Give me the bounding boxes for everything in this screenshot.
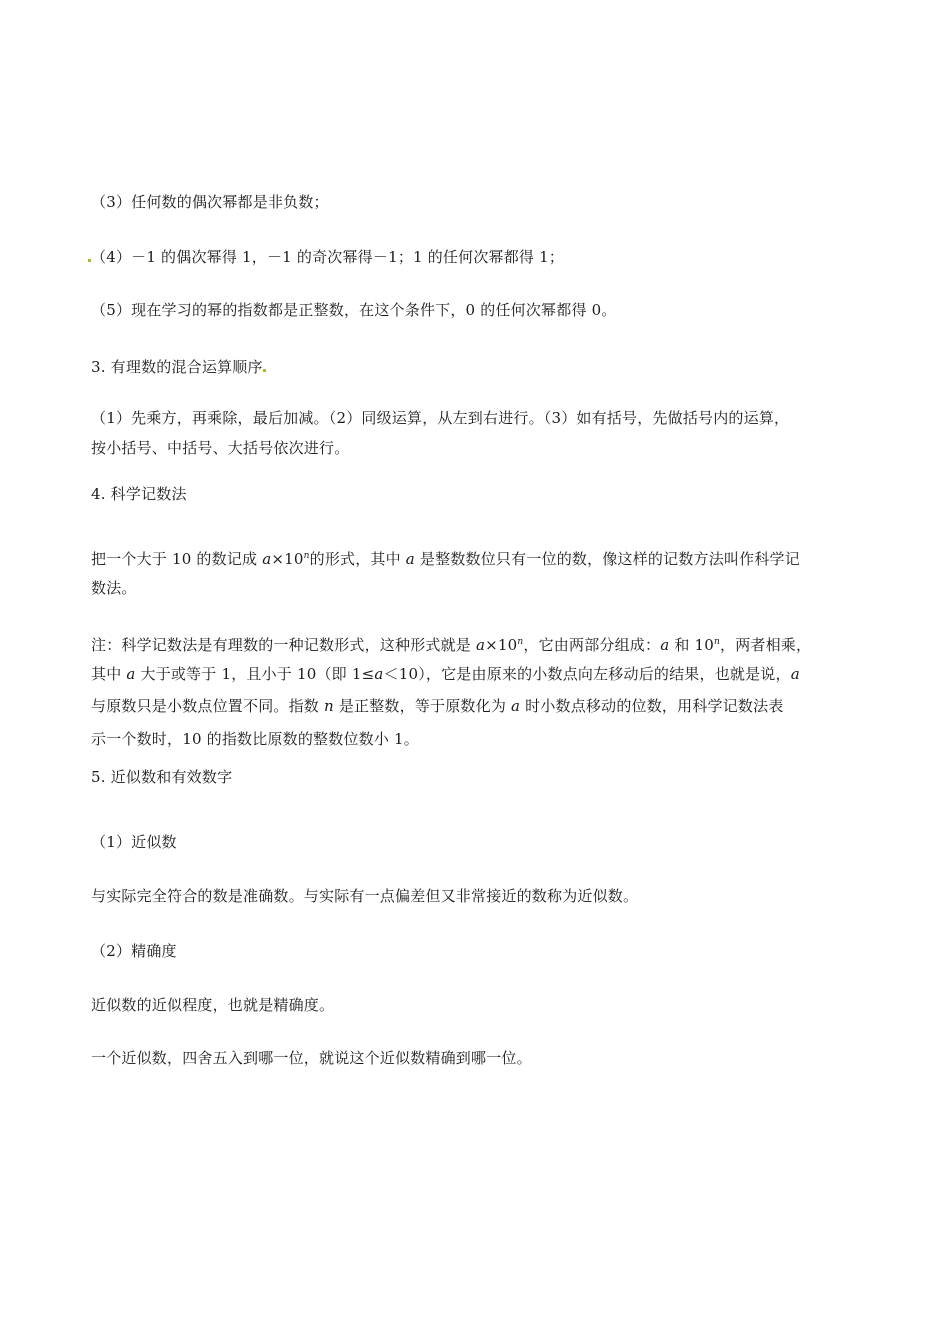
subheading-approximate-number xyxy=(91,830,866,854)
section-4-title: 4. 科学记数法 xyxy=(91,485,187,503)
order-of-operations-line-1 xyxy=(91,406,866,430)
sci-text-h: 数法。 xyxy=(91,579,137,597)
heading-section-3 xyxy=(91,355,866,379)
heading-section-4 xyxy=(91,482,866,506)
subsection-1-title: （1）近似数 xyxy=(91,833,177,851)
precision-definition xyxy=(91,993,866,1017)
sci-text-e: 的形式，其中 xyxy=(309,550,406,568)
note-text: 大于或等于 1，且小于 10（即 1≤ xyxy=(135,665,375,683)
order-text-2: 按小括号、中括号、大括号依次进行。 xyxy=(91,439,350,457)
note-line-4 xyxy=(91,727,866,751)
sci-notation-definition-line-1 xyxy=(91,544,866,571)
var-a: a xyxy=(262,550,272,568)
rule-4-text: （4）－1 的偶次幂得 1，－1 的奇次幂得－1；1 的任何次幂都得 1； xyxy=(91,248,565,266)
var-a: a xyxy=(405,550,415,568)
rule-5-text: （5）现在学习的幂的指数都是正整数，在这个条件下，0 的任何次幂都得 0。 xyxy=(91,301,617,319)
subsection-1-text: 与实际完全符合的数是准确数。与实际有一点偏差但又非常接近的数称为近似数。 xyxy=(91,887,639,905)
precision-rounding-rule xyxy=(91,1046,866,1070)
var-a: a xyxy=(126,665,136,683)
note-line-1 xyxy=(91,630,866,657)
note-text: 是正整数，等于原数化为 xyxy=(333,697,511,715)
section-5-title: 5. 近似数和有效数字 xyxy=(91,768,233,786)
note-text: 其中 xyxy=(91,665,127,683)
marker-dot xyxy=(263,369,266,372)
approximate-number-definition xyxy=(91,884,866,908)
rule-5-zero-power xyxy=(91,298,866,322)
subsection-2-text-1: 近似数的近似程度，也就是精确度。 xyxy=(91,996,335,1014)
sci-text-a: 把一个大于 10 的数记成 xyxy=(91,550,263,568)
note-line-3 xyxy=(91,694,866,718)
exponent-n: n xyxy=(517,637,524,647)
note-text: 示一个数时，10 的指数比原数的整数位数小 1。 xyxy=(91,730,419,748)
note-times-ten: ×10 xyxy=(485,636,518,654)
note-text: 和 10 xyxy=(669,636,714,654)
exponent-n: n xyxy=(714,637,720,647)
subsection-2-text-2: 一个近似数，四舍五入到哪一位，就说这个近似数精确到哪一位。 xyxy=(91,1049,532,1067)
var-a: a xyxy=(660,636,670,654)
sci-text-g: 是整数数位只有一位的数，像这样的记数方法叫作科学记 xyxy=(414,550,800,568)
rule-3-text: （3）任何数的偶次幂都是非负数； xyxy=(91,193,329,211)
sci-times-ten: ×10 xyxy=(271,550,304,568)
section-3-title: 3. 有理数的混合运算顺序 xyxy=(91,358,263,376)
exponent-n: n xyxy=(303,551,310,561)
note-line-2 xyxy=(91,662,866,686)
order-of-operations-line-2 xyxy=(91,436,866,460)
note-text: 注：科学记数法是有理数的一种记数形式，这种形式就是 xyxy=(91,636,476,654)
order-text-1: （1）先乘方，再乘除，最后加减。（2）同级运算，从左到右进行。（3）如有括号，先做括号内的运算， xyxy=(91,409,790,427)
var-a: a xyxy=(511,697,521,715)
var-a: a xyxy=(790,665,800,683)
note-text: ，它由两部分组成： xyxy=(523,636,661,654)
subheading-precision xyxy=(91,939,866,963)
var-a: a xyxy=(475,636,486,654)
note-text: 与原数只是小数点位置不同。指数 xyxy=(91,697,324,715)
subsection-2-title: （2）精确度 xyxy=(91,942,177,960)
note-text: ＜10），它是由原来的小数点向左移动后的结果，也就是说， xyxy=(383,665,791,683)
heading-section-5 xyxy=(91,765,866,789)
rule-3-even-power xyxy=(91,190,866,214)
sci-notation-definition-line-2 xyxy=(91,576,866,600)
rule-4-minus-one-power xyxy=(88,245,863,269)
note-text: ，两者相乘， xyxy=(720,636,812,654)
note-text: 时小数点移动的位数，用科学记数法表 xyxy=(520,697,784,715)
var-n: n xyxy=(323,697,334,715)
var-a: a xyxy=(374,665,384,683)
